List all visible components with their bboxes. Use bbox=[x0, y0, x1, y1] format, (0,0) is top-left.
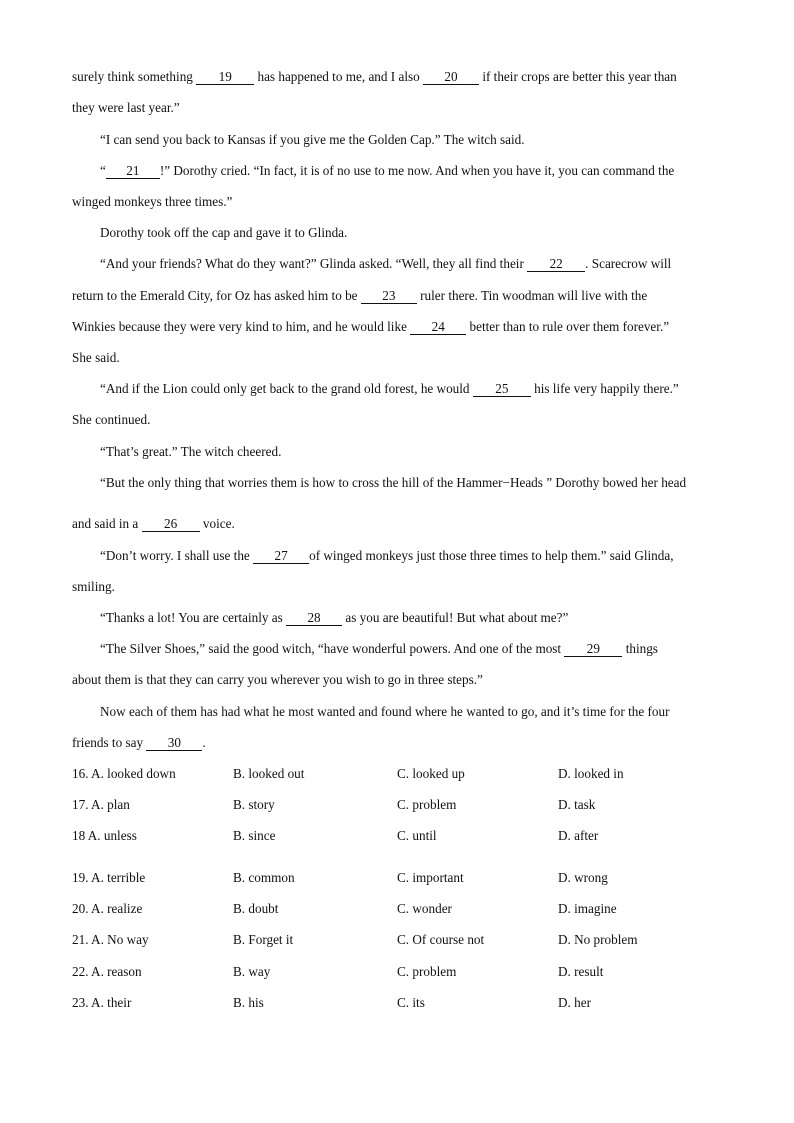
passage-line bbox=[100, 381, 679, 397]
passage-line bbox=[100, 444, 281, 460]
blank-number: 19 bbox=[196, 70, 254, 85]
option-d: D. wrong bbox=[558, 870, 608, 885]
passage-line bbox=[72, 69, 677, 85]
option-c: C. until bbox=[397, 828, 437, 843]
passage-text: . bbox=[202, 735, 206, 750]
blank-number: 25 bbox=[473, 382, 531, 397]
option-d: D. her bbox=[558, 995, 591, 1010]
passage-text: smiling. bbox=[72, 579, 115, 594]
option-a: 17. A. plan bbox=[72, 797, 130, 812]
blank-number: 20 bbox=[423, 70, 479, 85]
blank-number: 22 bbox=[527, 257, 585, 272]
option-d: D. No problem bbox=[558, 932, 638, 947]
passage-text: better than to rule over them forever.” bbox=[466, 319, 670, 334]
passage-text: She continued. bbox=[72, 412, 151, 427]
passage-text: things bbox=[622, 641, 658, 656]
passage-line bbox=[72, 412, 150, 428]
option-c: C. looked up bbox=[397, 766, 465, 781]
option-b: B. way bbox=[233, 964, 271, 979]
passage-text: ruler there. Tin woodman will live with the bbox=[416, 288, 648, 303]
option-a: 23. A. their bbox=[72, 995, 132, 1010]
passage-text: “Thanks a lot! You are certainly as bbox=[100, 610, 287, 625]
option-d: D. task bbox=[558, 797, 596, 812]
blank-number: 24 bbox=[410, 320, 466, 335]
blank-number: 26 bbox=[142, 517, 200, 532]
passage-text: return to the Emerald City, for Oz has asked him to be bbox=[72, 288, 361, 303]
passage-text: “That’s great.” The witch cheered. bbox=[100, 444, 282, 459]
option-d: D. result bbox=[558, 964, 604, 979]
passage-line bbox=[72, 672, 483, 688]
passage-text: his life very happily there.” bbox=[530, 381, 679, 396]
passage-line bbox=[72, 350, 120, 366]
passage-line bbox=[72, 735, 206, 751]
passage-line bbox=[100, 225, 347, 241]
passage-line bbox=[72, 288, 647, 304]
option-b: B. looked out bbox=[233, 766, 305, 781]
option-b: B. his bbox=[233, 995, 264, 1010]
blank-number: 28 bbox=[286, 611, 342, 626]
option-d: D. looked in bbox=[558, 766, 624, 781]
passage-line bbox=[72, 579, 115, 595]
option-b: B. doubt bbox=[233, 901, 279, 916]
option-a: 22. A. reason bbox=[72, 964, 142, 979]
option-a: 21. A. No way bbox=[72, 932, 149, 947]
option-d: D. imagine bbox=[558, 901, 617, 916]
blank-number: 30 bbox=[146, 736, 202, 751]
passage-text: about them is that they can carry you wherever you wish to go in three steps.” bbox=[72, 672, 483, 687]
passage-text: “But the only thing that worries them is how to cross the hill of the Hammer−Heads ” Dorothy bowed her head bbox=[100, 475, 687, 490]
passage-line bbox=[100, 256, 671, 272]
passage-line bbox=[100, 641, 658, 657]
blank-number: 23 bbox=[361, 289, 417, 304]
passage-line bbox=[72, 100, 180, 116]
passage-text: friends to say bbox=[72, 735, 147, 750]
blank-number: 29 bbox=[564, 642, 622, 657]
option-d: D. after bbox=[558, 828, 599, 843]
passage-text: as you are beautiful! But what about me?” bbox=[342, 610, 569, 625]
passage-text: winged monkeys three times.” bbox=[72, 194, 233, 209]
passage-text: !” Dorothy cried. “In fact, it is of no use to me now. And when you have it, you can command the bbox=[159, 163, 675, 178]
passage-text: . Scarecrow will bbox=[585, 256, 672, 271]
passage-text: they were last year.” bbox=[72, 100, 180, 115]
passage-text: has happened to me, and I also bbox=[254, 69, 424, 84]
option-c: C. important bbox=[397, 870, 464, 885]
passage-line bbox=[100, 548, 674, 564]
option-a: 20. A. realize bbox=[72, 901, 143, 916]
option-a: 18 A. unless bbox=[72, 828, 137, 843]
passage-line bbox=[100, 475, 686, 491]
passage-text: and said in a bbox=[72, 516, 142, 531]
passage-line bbox=[100, 610, 568, 626]
passage-line bbox=[100, 132, 525, 148]
option-c: C. its bbox=[397, 995, 425, 1010]
passage-text: if their crops are better this year than bbox=[479, 69, 677, 84]
passage-line bbox=[100, 704, 669, 720]
option-c: C. problem bbox=[397, 964, 457, 979]
option-b: B. since bbox=[233, 828, 276, 843]
passage-line bbox=[72, 194, 232, 210]
option-a: 19. A. terrible bbox=[72, 870, 146, 885]
passage-text: Dorothy took off the cap and gave it to Glinda. bbox=[100, 225, 348, 240]
passage-text: “I can send you back to Kansas if you give me the Golden Cap.” The witch said. bbox=[100, 132, 525, 147]
passage-text: “The Silver Shoes,” said the good witch, “have wonderful powers. And one of the most bbox=[100, 641, 565, 656]
option-b: B. story bbox=[233, 797, 275, 812]
option-c: C. Of course not bbox=[397, 932, 485, 947]
option-b: B. common bbox=[233, 870, 295, 885]
passage-text: of winged monkeys just those three times to help them.” said Glinda, bbox=[309, 548, 674, 563]
passage-text: “Don’t worry. I shall use the bbox=[100, 548, 254, 563]
passage-text: “ bbox=[100, 163, 106, 178]
passage-line bbox=[72, 319, 669, 335]
passage-text: Now each of them has had what he most wanted and found where he wanted to go, and it’s time for the four bbox=[100, 704, 670, 719]
blank-number: 27 bbox=[253, 549, 309, 564]
passage-text: Winkies because they were very kind to him, and he would like bbox=[72, 319, 411, 334]
passage-text: voice. bbox=[199, 516, 235, 531]
blank-number: 21 bbox=[106, 164, 160, 179]
option-a: 16. A. looked down bbox=[72, 766, 176, 781]
option-c: C. wonder bbox=[397, 901, 452, 916]
passage-text: “And your friends? What do they want?” Glinda asked. “Well, they all find their bbox=[100, 256, 528, 271]
option-c: C. problem bbox=[397, 797, 457, 812]
passage-text: surely think something bbox=[72, 69, 197, 84]
passage-line bbox=[100, 163, 674, 179]
passage-line bbox=[72, 516, 235, 532]
passage-text: “And if the Lion could only get back to the grand old forest, he would bbox=[100, 381, 473, 396]
passage-text: She said. bbox=[72, 350, 120, 365]
option-b: B. Forget it bbox=[233, 932, 294, 947]
